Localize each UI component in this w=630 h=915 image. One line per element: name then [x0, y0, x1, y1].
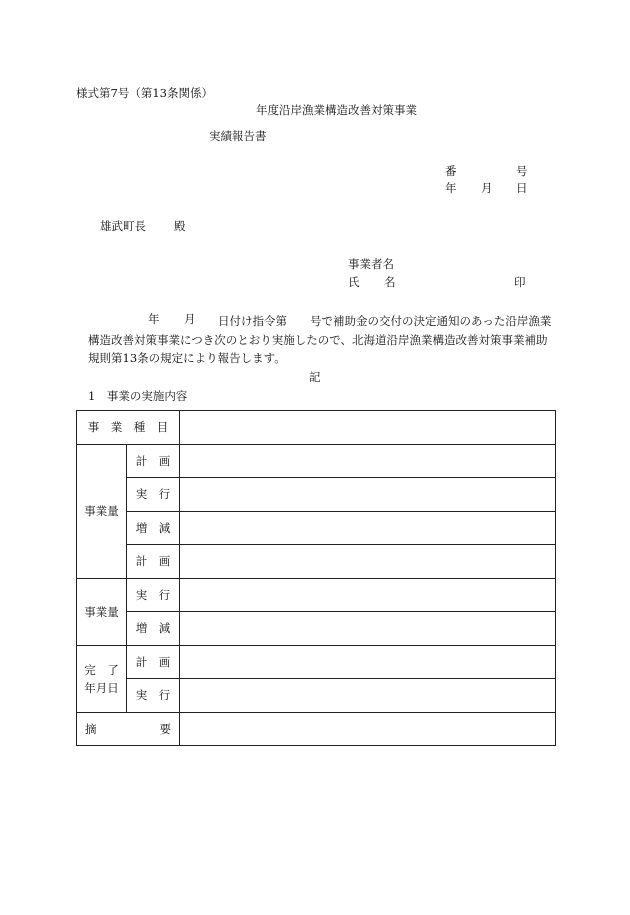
- change-label: 増 減: [127, 612, 180, 646]
- change-label: 増 減: [127, 511, 180, 545]
- form-number: 様式第7号（第13条関係）: [76, 86, 213, 100]
- remarks-label-1: 摘: [85, 721, 97, 736]
- ref-day: 日: [516, 181, 528, 195]
- remarks-label-2: 要: [159, 721, 171, 736]
- table-row: [77, 411, 556, 445]
- actual-label: 実 行: [127, 578, 180, 612]
- ki-label: 記: [309, 370, 321, 384]
- project-type-label: 事 業 種 目: [77, 411, 180, 445]
- ref-number-suffix: 号: [516, 164, 528, 178]
- body-month: 月: [184, 312, 196, 326]
- body-paragraph: [88, 312, 558, 368]
- remarks-label: [77, 712, 180, 746]
- section-1-heading: 1 事業の実施内容: [88, 389, 188, 403]
- project-type-value[interactable]: [180, 411, 556, 445]
- title-line-1: 年度沿岸漁業構造改善対策事業: [256, 103, 417, 117]
- ref-year: 年: [445, 181, 457, 195]
- change-value[interactable]: [180, 612, 556, 646]
- table-row: [77, 478, 556, 512]
- table-row: [77, 612, 556, 646]
- ref-number-label: 番: [445, 164, 457, 178]
- plan-value[interactable]: [180, 645, 556, 679]
- actual-label: 実 行: [127, 478, 180, 512]
- addressee-name: 雄武町長: [100, 219, 146, 233]
- table-row: [77, 511, 556, 545]
- actual-label: 実 行: [127, 679, 180, 713]
- actual-value[interactable]: [180, 578, 556, 612]
- remarks-value[interactable]: [180, 712, 556, 746]
- body-text: 日付け指令第 号で補助金の交付の決定通知のあった沿岸漁業構造改善対策事業につき次のとおり実施したので、北海道沿岸漁業構造改善対策事業補助規則第13条の規定により報告します。: [88, 314, 552, 365]
- table-row: [77, 645, 556, 679]
- applicant-shi: 氏: [348, 275, 360, 289]
- body-year: 年: [148, 312, 160, 326]
- project-volume-label-2: 事業量: [77, 578, 127, 645]
- plan-label: 計 画: [127, 444, 180, 478]
- change-value[interactable]: [180, 511, 556, 545]
- actual-value[interactable]: [180, 478, 556, 512]
- completion-label: 完 了: [84, 662, 119, 677]
- ref-month: 月: [481, 181, 493, 195]
- implementation-table: [76, 410, 556, 746]
- table-row: [77, 712, 556, 746]
- date-label: 年月日: [84, 680, 119, 695]
- table-row: [77, 578, 556, 612]
- table-row: [77, 679, 556, 713]
- table-row: [77, 545, 556, 579]
- plan-value[interactable]: [180, 444, 556, 478]
- project-volume-label-1: 事業量: [77, 444, 127, 578]
- plan-value[interactable]: [180, 545, 556, 579]
- actual-value[interactable]: [180, 679, 556, 713]
- plan-label: 計 画: [127, 545, 180, 579]
- addressee-honorific: 殿: [174, 219, 186, 233]
- applicant-name-label: 事業者名: [348, 257, 394, 271]
- table-row: [77, 444, 556, 478]
- plan-label: 計 画: [127, 645, 180, 679]
- applicant-mei: 名: [384, 275, 396, 289]
- title-line-2: 実績報告書: [209, 129, 267, 143]
- applicant-seal: 印: [514, 275, 526, 289]
- completion-date-label: [77, 645, 127, 712]
